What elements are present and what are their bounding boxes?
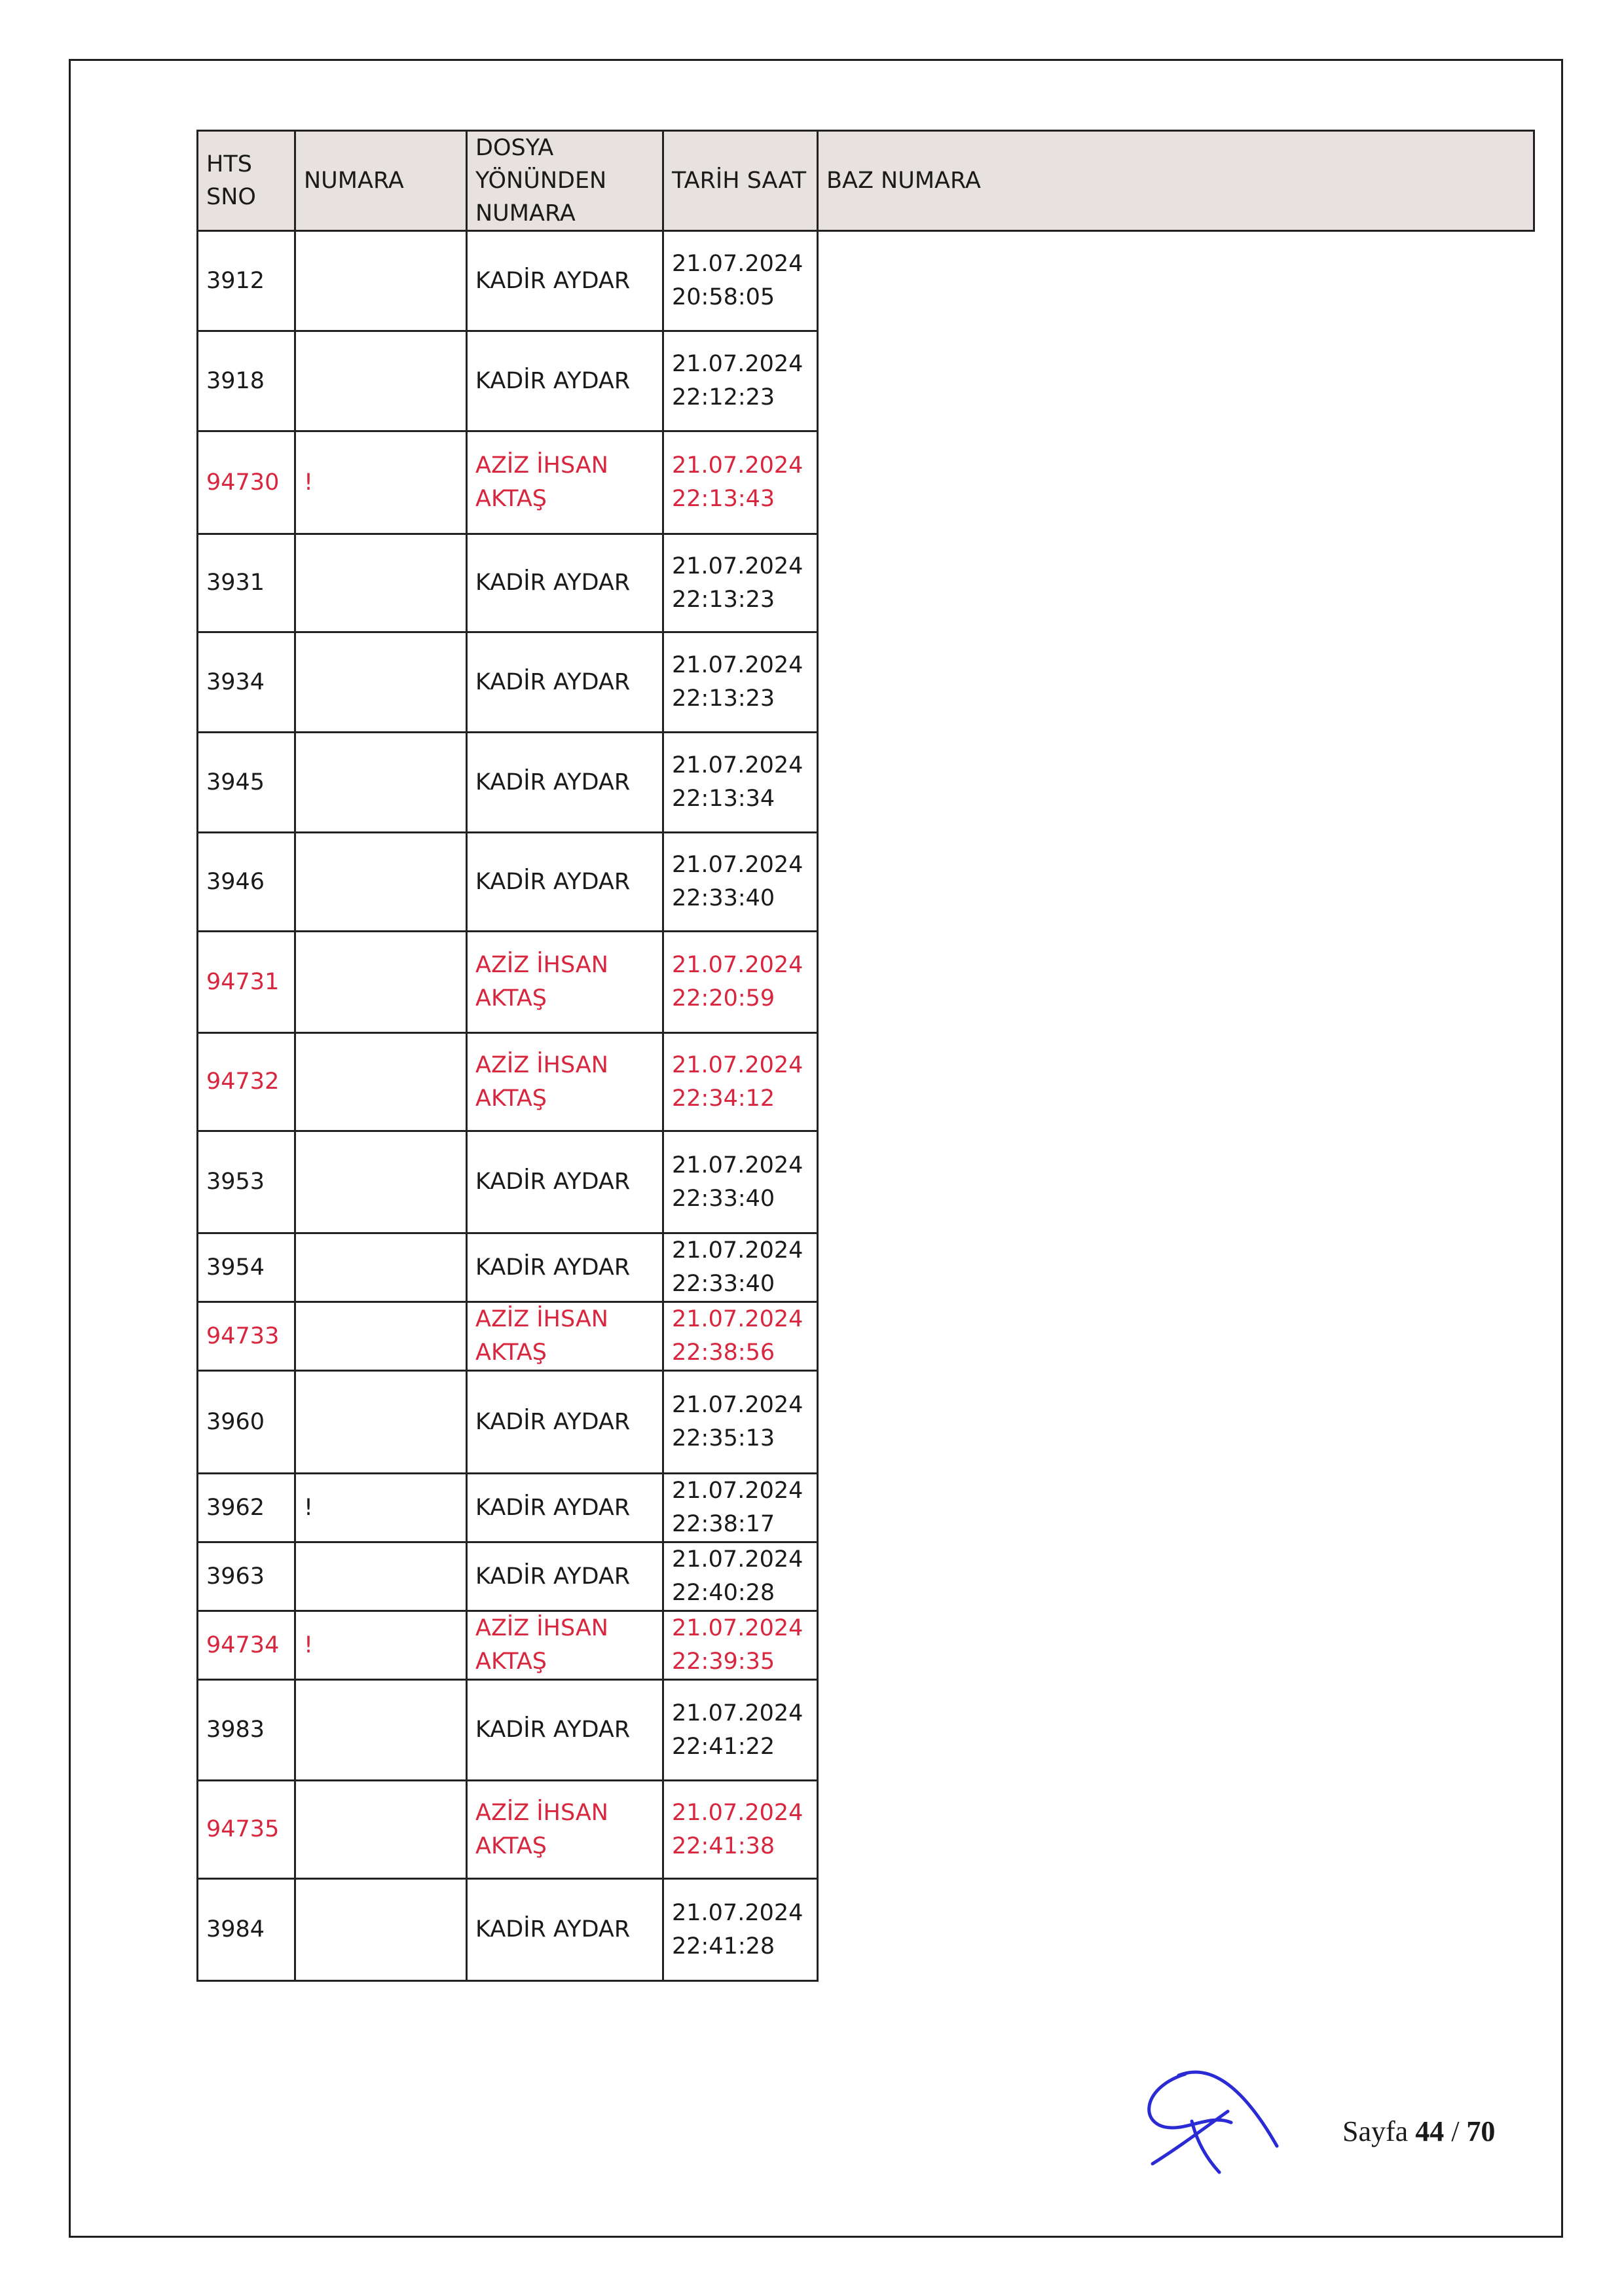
row-name: AZİZ İHSAN AKTAŞ [467, 431, 663, 534]
row-numara: ! [295, 1611, 467, 1680]
header-numara: NUMARA [295, 131, 467, 231]
row-sno: 94735 [198, 1781, 295, 1879]
row-numara [295, 231, 467, 331]
row-numara [295, 1371, 467, 1474]
row-date: 21.07.2024 [672, 1306, 803, 1332]
row-baz-empty [818, 1033, 1534, 1131]
row-numara: ! [295, 1474, 467, 1542]
row-numara [295, 1302, 467, 1371]
row-time: 22:20:59 [672, 985, 775, 1011]
row-name: KADİR AYDAR [467, 1131, 663, 1233]
row-sno: 3983 [198, 1680, 295, 1781]
row-date: 21.07.2024 [672, 553, 803, 579]
row-sno: 3962 [198, 1474, 295, 1542]
row-date: 21.07.2024 [672, 251, 803, 277]
row-name: KADİR AYDAR [467, 1233, 663, 1302]
row-date: 21.07.2024 [672, 1700, 803, 1726]
row-baz-empty [818, 431, 1534, 534]
row-datetime [663, 833, 818, 932]
row-sno: 94730 [198, 431, 295, 534]
row-time: 22:41:38 [672, 1832, 775, 1859]
row-baz-empty [818, 1611, 1534, 1680]
row-datetime [663, 1131, 818, 1233]
row-date: 21.07.2024 [672, 1051, 803, 1078]
row-date: 21.07.2024 [672, 1799, 803, 1826]
row-numara [295, 632, 467, 733]
row-sno: 3953 [198, 1131, 295, 1233]
row-sno: 3912 [198, 231, 295, 331]
row-datetime [663, 1879, 818, 1981]
table-row [198, 733, 1534, 833]
row-time: 22:38:17 [672, 1511, 775, 1537]
table-row [198, 1233, 1534, 1302]
row-date: 21.07.2024 [672, 452, 803, 479]
row-baz-empty [818, 1879, 1534, 1981]
row-sno: 3918 [198, 331, 295, 431]
row-time: 22:41:28 [672, 1933, 775, 1959]
row-date: 21.07.2024 [672, 752, 803, 778]
row-baz-empty [818, 1680, 1534, 1781]
row-datetime [663, 733, 818, 833]
row-time: 20:58:05 [672, 284, 775, 310]
row-datetime [663, 1680, 818, 1781]
table-header-row [198, 131, 1534, 231]
row-time: 22:12:23 [672, 384, 775, 410]
row-baz-empty [818, 534, 1534, 632]
row-datetime [663, 632, 818, 733]
row-time: 22:34:12 [672, 1085, 775, 1112]
row-datetime [663, 331, 818, 431]
total-pages: 70 [1466, 2115, 1496, 2147]
row-baz-empty [818, 231, 1534, 331]
row-name: KADİR AYDAR [467, 534, 663, 632]
row-name: AZİZ İHSAN AKTAŞ [467, 1302, 663, 1371]
row-baz-empty [818, 1474, 1534, 1542]
row-time: 22:35:13 [672, 1425, 775, 1451]
row-sno: 94734 [198, 1611, 295, 1680]
row-date: 21.07.2024 [672, 1392, 803, 1418]
row-baz-empty [818, 1302, 1534, 1371]
row-date: 21.07.2024 [672, 652, 803, 678]
row-baz-empty [818, 1781, 1534, 1879]
table-row [198, 1542, 1534, 1611]
row-numara [295, 1131, 467, 1233]
row-sno: 3946 [198, 833, 295, 932]
row-sno: 3945 [198, 733, 295, 833]
signature-mark [1113, 2049, 1283, 2187]
row-sno: 3954 [198, 1233, 295, 1302]
row-name: KADİR AYDAR [467, 1680, 663, 1781]
row-name: KADİR AYDAR [467, 1371, 663, 1474]
row-time: 22:13:34 [672, 786, 775, 812]
row-name: AZİZ İHSAN AKTAŞ [467, 1781, 663, 1879]
header-dosya-yonunden-numara: DOSYA YÖNÜNDEN NUMARA [467, 131, 663, 231]
row-date: 21.07.2024 [672, 1237, 803, 1264]
row-sno: 3931 [198, 534, 295, 632]
row-numara [295, 1233, 467, 1302]
table-row [198, 331, 1534, 431]
row-datetime [663, 1033, 818, 1131]
row-name: KADİR AYDAR [467, 1879, 663, 1981]
table-row [198, 932, 1534, 1033]
row-time: 22:33:40 [672, 1271, 775, 1297]
table-row [198, 1781, 1534, 1879]
row-numara [295, 1033, 467, 1131]
row-datetime [663, 1542, 818, 1611]
row-name: AZİZ İHSAN AKTAŞ [467, 932, 663, 1033]
table-row [198, 1302, 1534, 1371]
row-sno: 94732 [198, 1033, 295, 1131]
page-number [1342, 2115, 1495, 2148]
row-sno: 94733 [198, 1302, 295, 1371]
row-name: KADİR AYDAR [467, 231, 663, 331]
row-time: 22:41:22 [672, 1733, 775, 1760]
row-date: 21.07.2024 [672, 1615, 803, 1641]
row-datetime [663, 1302, 818, 1371]
row-date: 21.07.2024 [672, 952, 803, 978]
row-date: 21.07.2024 [672, 1478, 803, 1504]
row-baz-empty [818, 632, 1534, 733]
header-hts-sno: HTS SNO [198, 131, 295, 231]
row-datetime [663, 1781, 818, 1879]
table-row [198, 1680, 1534, 1781]
table-row [198, 1879, 1534, 1981]
row-date: 21.07.2024 [672, 1152, 803, 1178]
row-time: 22:13:23 [672, 685, 775, 712]
row-numara: ! [295, 431, 467, 534]
table-row [198, 231, 1534, 331]
page-word: Sayfa [1342, 2115, 1409, 2147]
row-date: 21.07.2024 [672, 852, 803, 878]
table-row [198, 1371, 1534, 1474]
row-datetime [663, 534, 818, 632]
row-numara [295, 833, 467, 932]
row-baz-empty [818, 1131, 1534, 1233]
row-sno: 3963 [198, 1542, 295, 1611]
row-datetime [663, 231, 818, 331]
row-numara [295, 733, 467, 833]
page-separator: / [1451, 2115, 1460, 2147]
row-datetime [663, 1474, 818, 1542]
row-time: 22:13:23 [672, 586, 775, 613]
row-numara [295, 1542, 467, 1611]
hts-table [196, 130, 1535, 1982]
row-numara [295, 1680, 467, 1781]
table-row [198, 833, 1534, 932]
row-baz-empty [818, 833, 1534, 932]
row-name: KADİR AYDAR [467, 1474, 663, 1542]
row-date: 21.07.2024 [672, 1546, 803, 1573]
row-date: 21.07.2024 [672, 351, 803, 377]
row-time: 22:33:40 [672, 885, 775, 911]
row-sno: 3934 [198, 632, 295, 733]
table-row [198, 431, 1534, 534]
row-numara [295, 1781, 467, 1879]
row-baz-empty [818, 932, 1534, 1033]
row-name: KADİR AYDAR [467, 632, 663, 733]
row-datetime [663, 932, 818, 1033]
table-row [198, 1474, 1534, 1542]
row-baz-empty [818, 1542, 1534, 1611]
row-name: KADİR AYDAR [467, 331, 663, 431]
row-name: KADİR AYDAR [467, 833, 663, 932]
row-name: KADİR AYDAR [467, 1542, 663, 1611]
table-row [198, 1131, 1534, 1233]
row-time: 22:38:56 [672, 1339, 775, 1366]
row-numara [295, 1879, 467, 1981]
table-row [198, 534, 1534, 632]
header-tarih-saat: TARİH SAAT [663, 131, 818, 231]
table-row [198, 1033, 1534, 1131]
row-baz-empty [818, 733, 1534, 833]
row-baz-empty [818, 331, 1534, 431]
row-date: 21.07.2024 [672, 1899, 803, 1926]
row-datetime [663, 431, 818, 534]
row-name: AZİZ İHSAN AKTAŞ [467, 1611, 663, 1680]
row-time: 22:39:35 [672, 1649, 775, 1675]
row-numara [295, 331, 467, 431]
row-sno: 3960 [198, 1371, 295, 1474]
current-page: 44 [1415, 2115, 1445, 2147]
table-row [198, 1611, 1534, 1680]
row-name: AZİZ İHSAN AKTAŞ [467, 1033, 663, 1131]
row-baz-empty [818, 1233, 1534, 1302]
row-datetime [663, 1233, 818, 1302]
table-row [198, 632, 1534, 733]
row-sno: 3984 [198, 1879, 295, 1981]
row-numara [295, 932, 467, 1033]
row-name: KADİR AYDAR [467, 733, 663, 833]
header-baz-numara: BAZ NUMARA [818, 131, 1534, 231]
row-time: 22:40:28 [672, 1580, 775, 1606]
row-baz-empty [818, 1371, 1534, 1474]
row-sno: 94731 [198, 932, 295, 1033]
row-datetime [663, 1371, 818, 1474]
row-numara [295, 534, 467, 632]
row-datetime [663, 1611, 818, 1680]
row-time: 22:13:43 [672, 486, 775, 512]
row-time: 22:33:40 [672, 1185, 775, 1212]
